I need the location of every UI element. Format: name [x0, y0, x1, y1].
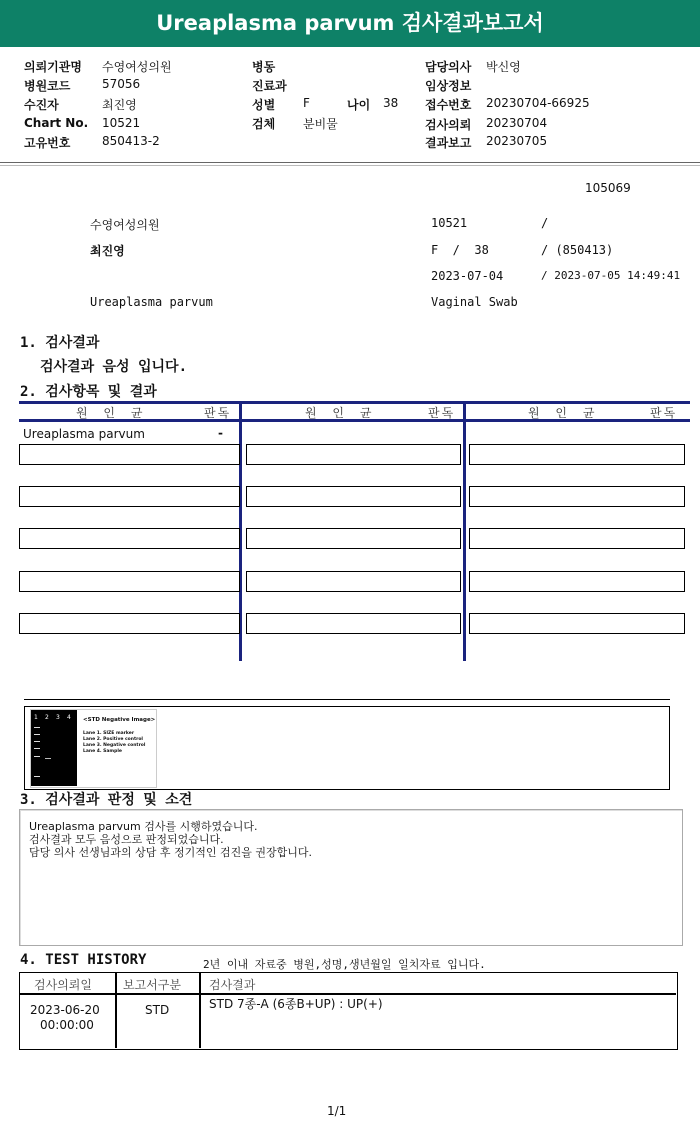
specimen-label: 검체 [252, 117, 276, 131]
section1-title: 1. 검사결과 [20, 335, 100, 351]
history-note: 2년 이내 자료중 병원,성명,생년월일 일치자료 입니다. [203, 958, 486, 971]
history-col-divider [199, 973, 201, 1048]
section4-title: 4. TEST HISTORY [20, 952, 147, 968]
summary-institution: 수영여성의원 [90, 218, 160, 232]
result-box [469, 571, 685, 592]
col-judgment-3: 판독 [650, 406, 678, 420]
col-organism-3: 원 인 균 [528, 406, 601, 420]
chart-value: 10521 [102, 116, 141, 130]
info-divider-shadow [0, 165, 700, 166]
lane-label: 2 [45, 714, 49, 721]
unique-label: 고유번호 [24, 136, 71, 150]
gel-band [34, 776, 40, 777]
patient-label: 수진자 [24, 98, 59, 112]
history-table [19, 972, 678, 1050]
col-judgment-2: 판독 [428, 406, 456, 420]
age-label: 나이 [347, 98, 371, 112]
report-value: 20230705 [486, 134, 548, 148]
gel-caption-line: Lane 3. Negative control [83, 743, 146, 748]
result-box [246, 613, 461, 634]
result-box [19, 444, 240, 465]
specimen-value: 분비물 [303, 117, 338, 131]
result-box [469, 528, 685, 549]
result-box [246, 528, 461, 549]
age-value: 38 [383, 96, 399, 110]
gel-band [34, 734, 40, 735]
history-row-result: STD 7종-A (6종B+UP) : UP(+) [209, 997, 383, 1011]
history-header-date: 검사의뢰일 [34, 978, 92, 992]
sex-value: F [303, 96, 310, 110]
history-header-result: 검사결과 [209, 978, 256, 992]
section1-result: 검사결과 음성 입니다. [40, 359, 188, 375]
gel-caption-title: <STD Negative Image> [83, 717, 156, 723]
opinion-line: Ureaplasma parvum 검사를 시행하였습니다. [29, 820, 258, 833]
result-box [469, 486, 685, 507]
info-divider [0, 162, 700, 163]
gel-band [34, 727, 40, 728]
section2-title: 2. 검사항목 및 결과 [20, 384, 157, 400]
column-divider-2 [463, 401, 466, 661]
gel-caption-line: Lane 2. Positive control [83, 737, 143, 742]
item-result: - [218, 426, 223, 440]
image-divider [24, 699, 670, 700]
history-row-date: 2023-06-20 [30, 1003, 100, 1017]
item-name: Ureaplasma parvum [23, 427, 145, 441]
result-box [246, 444, 461, 465]
request-value: 20230704 [486, 116, 548, 130]
report-title: Ureaplasma parvum 검사결과보고서 [0, 0, 700, 47]
col-organism-2: 원 인 균 [305, 406, 378, 420]
gel-band [34, 748, 40, 749]
history-row-type: STD [145, 1003, 170, 1017]
summary-request-date: 2023-07-04 [431, 269, 504, 283]
result-box [469, 613, 685, 634]
page-number: 1/1 [327, 1104, 347, 1118]
history-row-time: 00:00:00 [40, 1018, 94, 1032]
hospital-code-value: 57056 [102, 77, 141, 91]
lane-label: 3 [56, 714, 60, 721]
lane-label: 1 [34, 714, 38, 721]
doctor-label: 담당의사 [425, 60, 472, 74]
section3-title: 3. 검사결과 판정 및 소견 [20, 792, 193, 808]
opinion-box [19, 809, 683, 946]
unique-value: 850413-2 [102, 134, 160, 148]
summary-test-name: Ureaplasma parvum [90, 295, 213, 309]
summary-report-datetime: / 2023-07-05 14:49:41 [541, 269, 681, 282]
clinical-label: 임상정보 [425, 79, 472, 93]
sex-label: 성별 [252, 98, 276, 112]
summary-specimen: Vaginal Swab [431, 295, 518, 309]
history-header-type: 보고서구분 [123, 978, 181, 992]
receipt-value: 20230704-66925 [486, 96, 590, 110]
summary-slash: / [541, 216, 549, 230]
gel-caption-line: Lane 4. Sample [83, 749, 122, 754]
summary-sex-age: F / 38 [431, 243, 489, 257]
result-box [19, 486, 240, 507]
col-organism-1: 원 인 균 [76, 406, 149, 420]
gel-band [45, 758, 51, 759]
hospital-code-label: 병원코드 [24, 79, 71, 93]
gel-caption-line: Lane 1. SIZE marker [83, 731, 135, 736]
institution-label: 의뢰기관명 [24, 60, 82, 74]
request-label: 검사의뢰 [425, 118, 472, 132]
result-box [19, 571, 240, 592]
history-col-divider [115, 973, 117, 1048]
opinion-line: 담당 의사 선생님과의 상담 후 정기적인 검진을 권장합니다. [29, 846, 312, 859]
summary-birth: / (850413) [541, 243, 614, 257]
opinion-line: 검사결과 모두 음성으로 판정되었습니다. [29, 833, 224, 846]
summary-patient: 최진영 [90, 244, 125, 258]
patient-value: 최진영 [102, 98, 137, 112]
institution-value: 수영여성의원 [102, 60, 172, 74]
gel-image-panel [30, 709, 157, 788]
doctor-value: 박신영 [486, 60, 521, 74]
result-box [469, 444, 685, 465]
gel-image [31, 710, 77, 786]
summary-code: 105069 [585, 181, 631, 195]
gel-band [34, 756, 40, 757]
result-box [19, 528, 240, 549]
report-label: 결과보고 [425, 136, 472, 150]
lane-label: 4 [67, 714, 71, 721]
ward-label: 병동 [252, 60, 276, 74]
history-header-row [20, 973, 676, 995]
chart-label: Chart No. [24, 116, 89, 130]
summary-chart: 10521 [431, 216, 468, 230]
result-box [19, 613, 240, 634]
result-box [246, 571, 461, 592]
col-judgment-1: 판독 [204, 406, 232, 420]
receipt-label: 접수번호 [425, 98, 472, 112]
gel-band [34, 741, 40, 742]
dept-label: 진료과 [252, 79, 287, 93]
result-box [246, 486, 461, 507]
